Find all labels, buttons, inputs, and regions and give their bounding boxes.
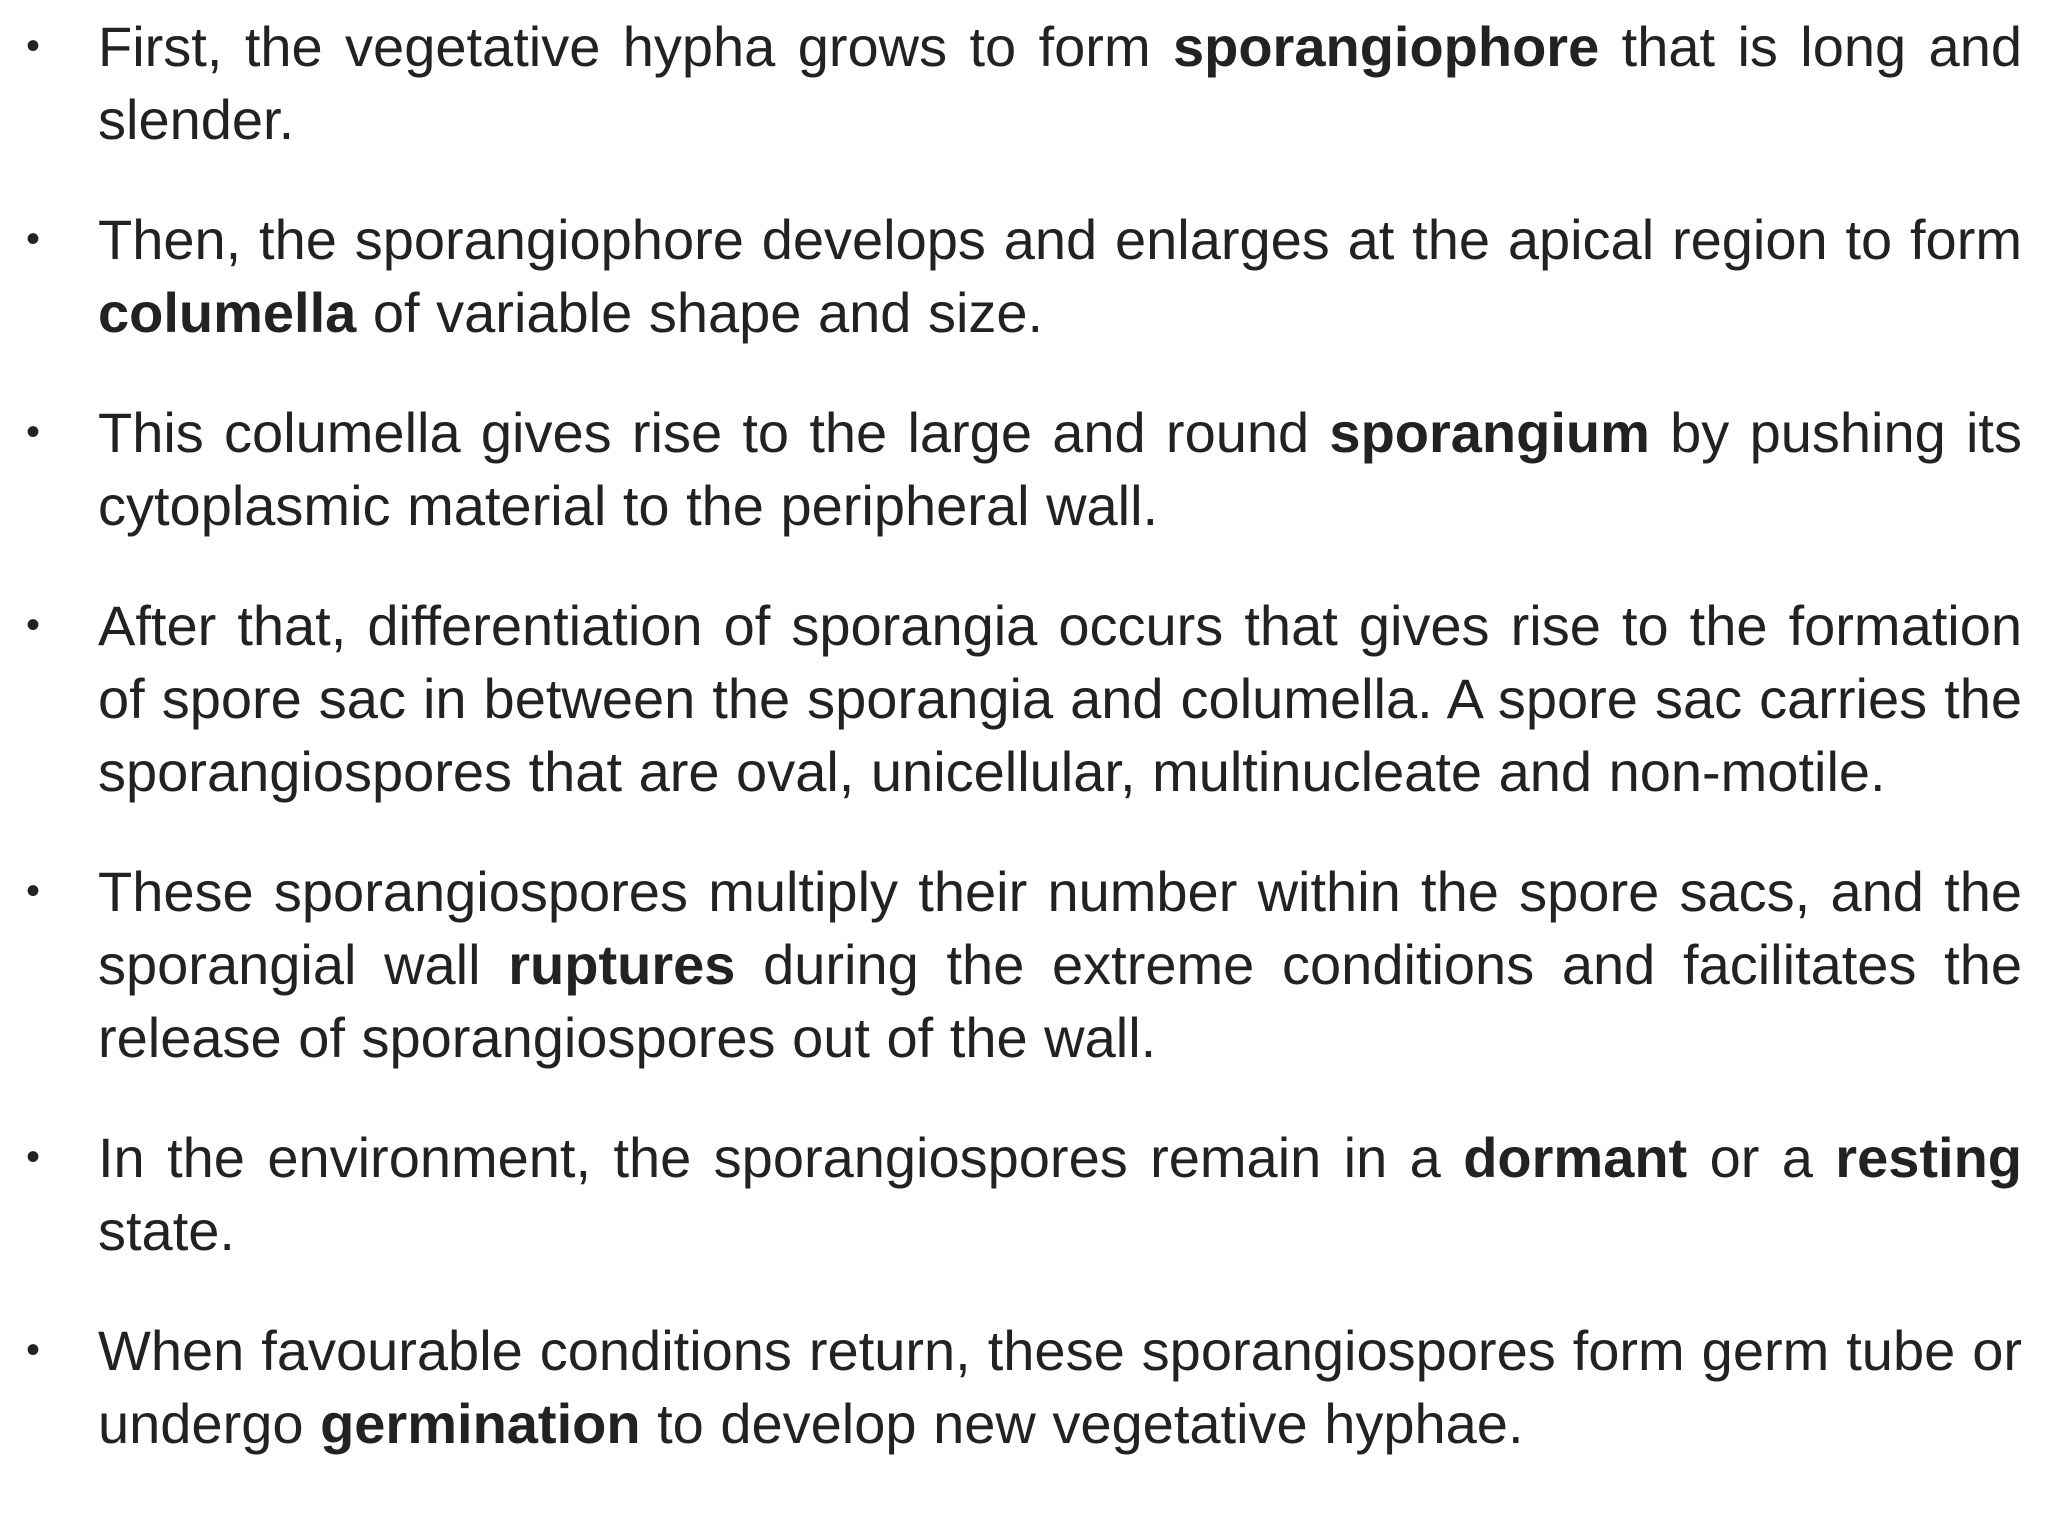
text-segment: Then, the sporangiophore develops and enlarges at the apical region to form bbox=[98, 208, 2022, 271]
bullet-text bbox=[98, 1126, 2022, 1262]
text-segment: of variable shape and size. bbox=[356, 281, 1044, 344]
text-segment: or a bbox=[1687, 1126, 1836, 1189]
bold-term: columella bbox=[98, 281, 357, 344]
bullet-item bbox=[26, 10, 2022, 156]
text-segment: First, the vegetative hypha grows to form bbox=[98, 15, 1173, 78]
bullet-item bbox=[26, 203, 2022, 349]
bullet-item bbox=[26, 855, 2022, 1074]
bullet-item bbox=[26, 589, 2022, 808]
bold-term: sporangiophore bbox=[1173, 15, 1600, 78]
bullet-item bbox=[26, 396, 2022, 542]
bullet-text bbox=[98, 594, 2022, 803]
bold-term: sporangium bbox=[1329, 401, 1650, 464]
bold-term: germination bbox=[320, 1392, 641, 1455]
bullet-text bbox=[98, 208, 2022, 344]
bullet-dot-icon: • bbox=[26, 603, 41, 647]
bullet-text bbox=[98, 15, 2022, 151]
text-segment: during the extreme conditions and facilitates the release of sporangiospores out of the wall. bbox=[98, 933, 2022, 1069]
bold-term: dormant bbox=[1463, 1126, 1688, 1189]
text-segment: In the environment, the sporangiospores remain in a bbox=[98, 1126, 1464, 1189]
text-segment: This columella gives rise to the large and round bbox=[98, 401, 1330, 464]
bullet-item bbox=[26, 1121, 2022, 1267]
text-segment: After that, differentiation of sporangia occurs that gives rise to the formation of spore sac in between the sporangia and columella. A spore sac carries the sporangiospores that are oval, unicellular, multinucleate and non-motile. bbox=[98, 594, 2022, 803]
text-segment: state. bbox=[98, 1199, 235, 1262]
bold-term: ruptures bbox=[508, 933, 736, 996]
bullet-dot-icon: • bbox=[26, 1135, 41, 1179]
bullet-item bbox=[26, 1314, 2022, 1460]
text-segment: that is long and slender. bbox=[98, 15, 2022, 151]
text-segment: to develop new vegetative hyphae. bbox=[640, 1392, 1524, 1455]
bullet-dot-icon: • bbox=[26, 217, 41, 261]
text-segment: When favourable conditions return, these sporangiospores form germ tube or undergo bbox=[98, 1319, 2022, 1455]
bullet-dot-icon: • bbox=[26, 410, 41, 454]
bullet-text bbox=[98, 860, 2022, 1069]
text-segment: by pushing its cytoplasmic material to the peripheral wall. bbox=[98, 401, 2022, 537]
bullet-dot-icon: • bbox=[26, 1328, 41, 1372]
bullet-dot-icon: • bbox=[26, 869, 41, 913]
text-segment: These sporangiospores multiply their number within the spore sacs, and the sporangial wall bbox=[98, 860, 2022, 996]
bold-term: resting bbox=[1835, 1126, 2022, 1189]
bullet-text bbox=[98, 1319, 2022, 1455]
bullet-text bbox=[98, 401, 2022, 537]
bullet-dot-icon: • bbox=[26, 24, 41, 68]
